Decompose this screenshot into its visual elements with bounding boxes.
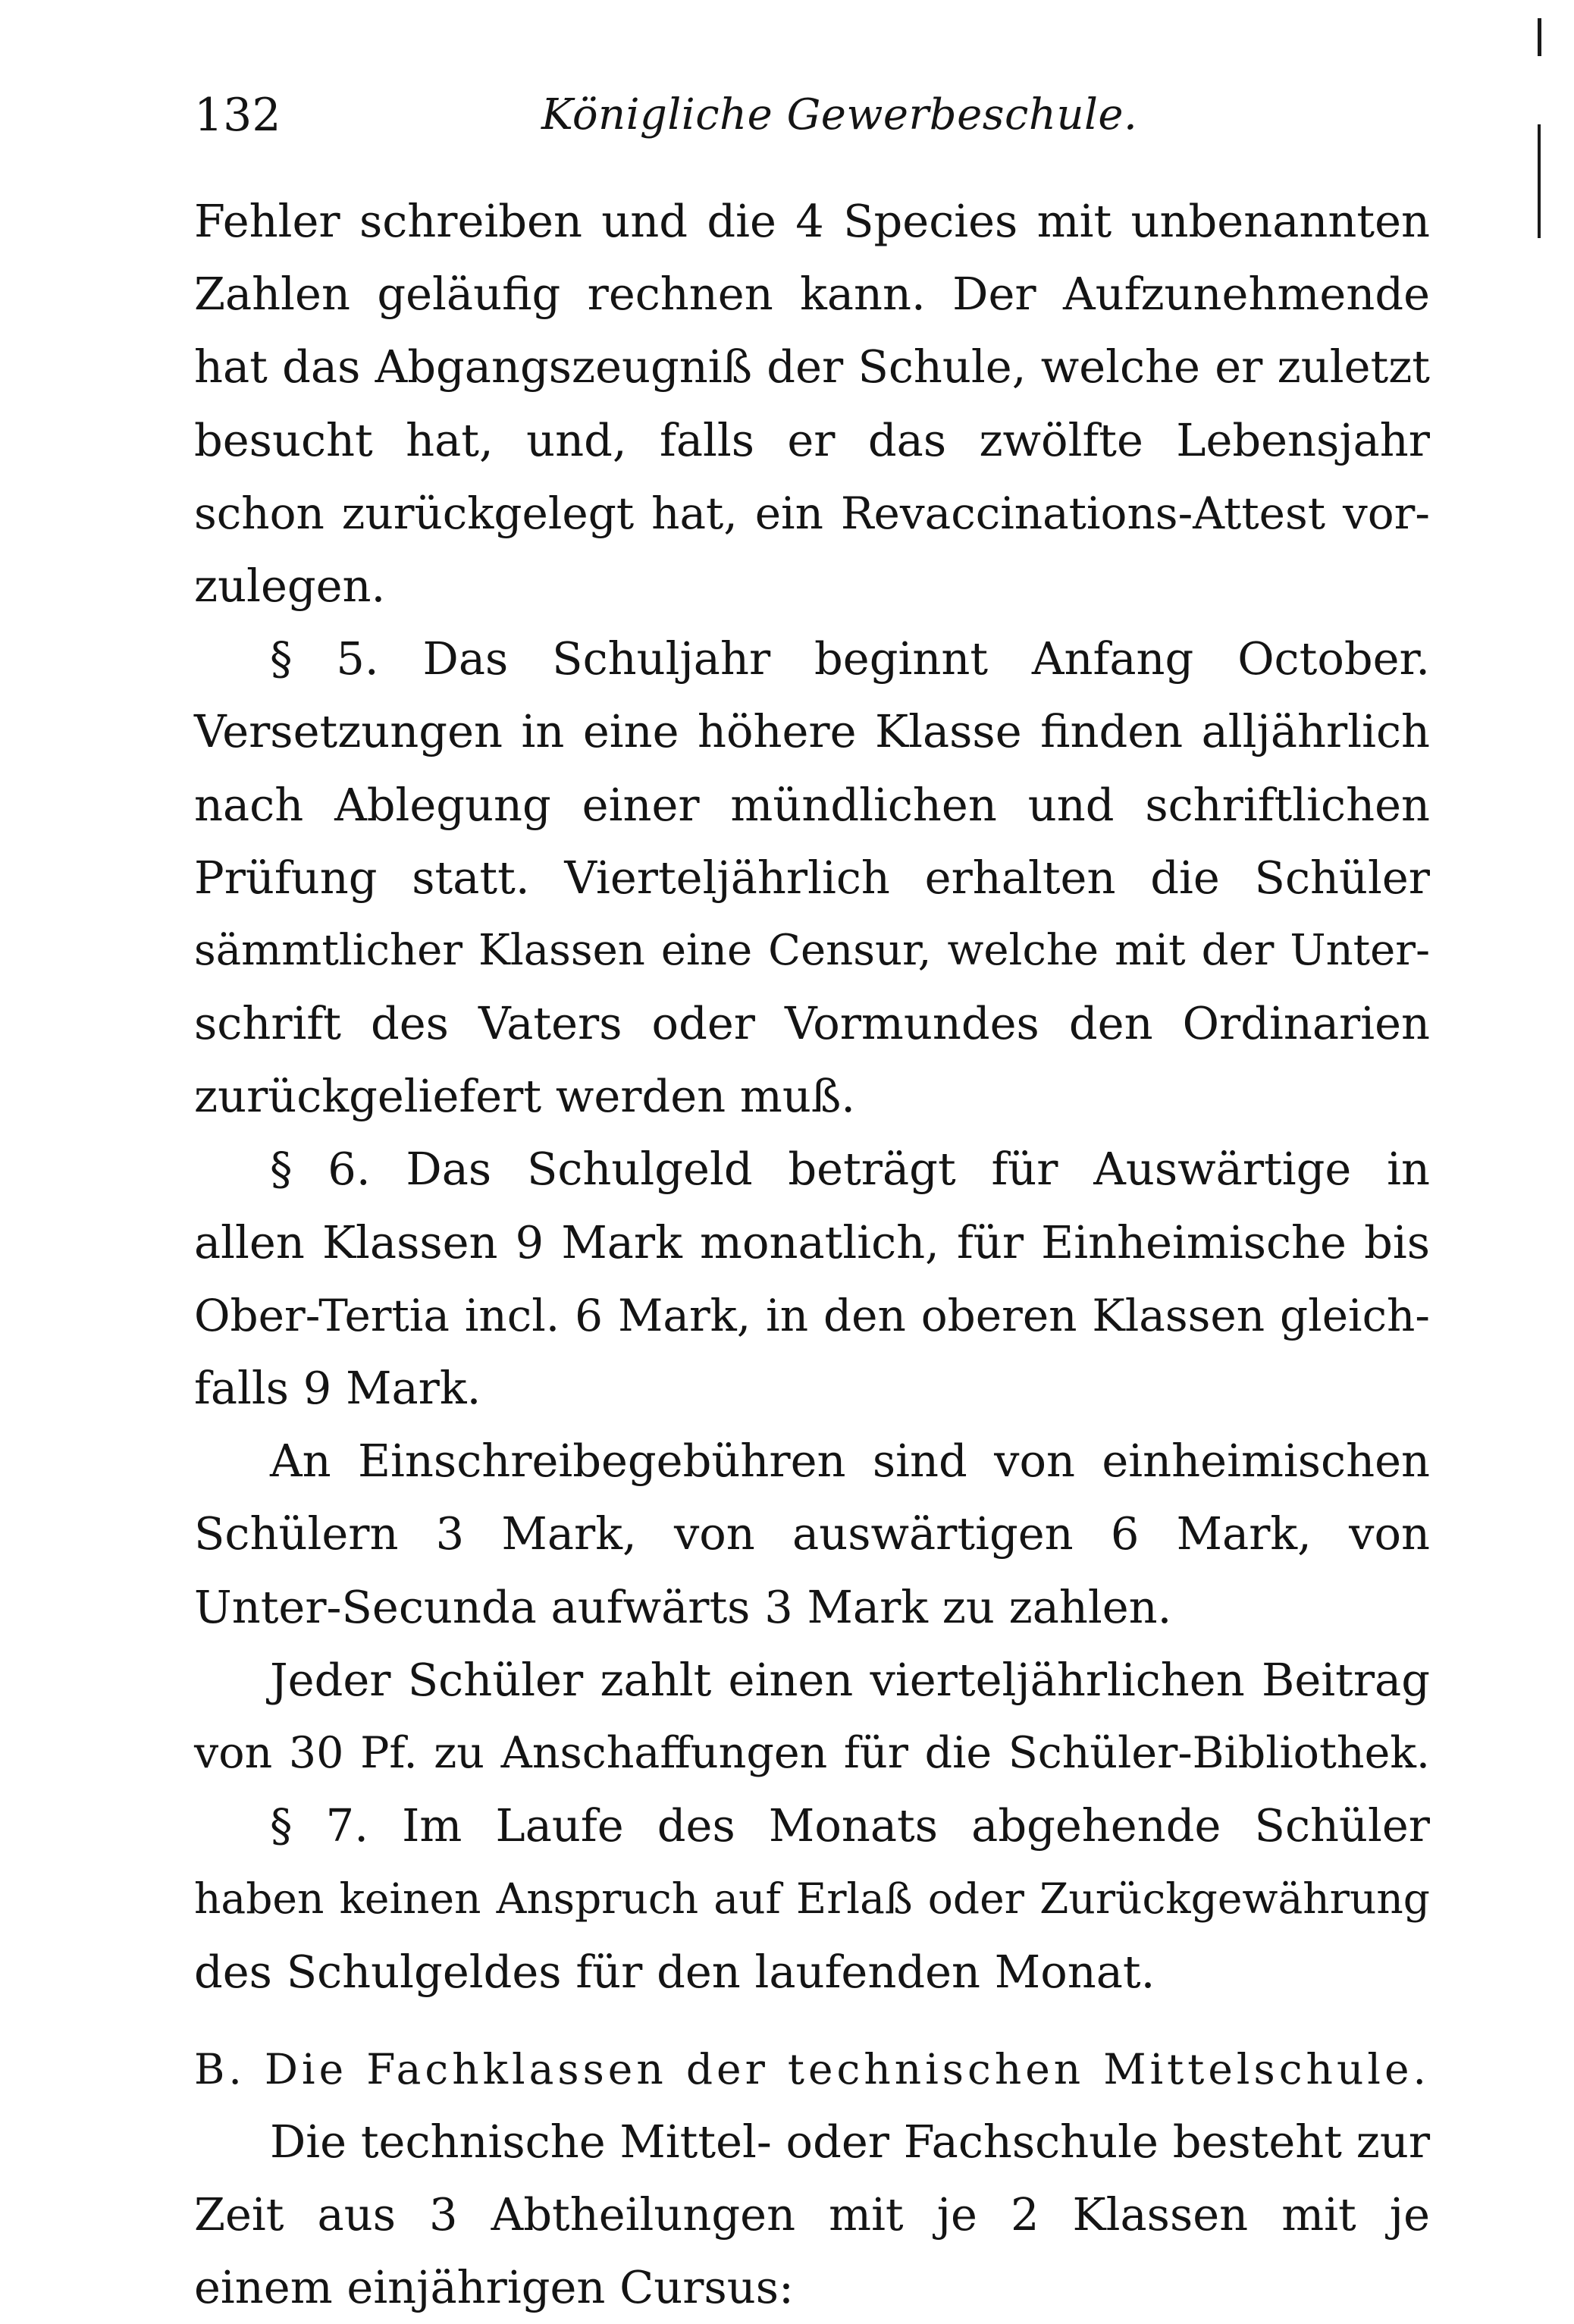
text-line: An Einschreibegebühren sind von einheimischen — [270, 1435, 1430, 1488]
text-line: Prüfung statt. Vierteljährlich erhalten die Schüler — [194, 851, 1430, 904]
text-line: zulegen. — [194, 559, 386, 612]
text-line: Fehler schreiben und die 4 Species mit unbenannten — [194, 195, 1430, 247]
scan-edge-mark — [1538, 18, 1541, 56]
text-line: Jeder Schüler zahlt einen vierteljährlichen Beitrag — [270, 1653, 1430, 1706]
text-line: hat das Abgangszeugniß der Schule, welche er zuletzt — [194, 340, 1430, 394]
text-line: allen Klassen 9 Mark monatlich, für Einheimische bis — [194, 1215, 1430, 1269]
running-head: Königliche Gewerbeschule. — [541, 90, 1138, 140]
text-line: Unter-Secunda aufwärts 3 Mark zu zahlen. — [194, 1580, 1172, 1633]
page-header — [194, 85, 1415, 146]
text-line: schon zurückgelegt hat, ein Revaccinations-Attest vor- — [194, 487, 1430, 539]
text-line: haben keinen Anspruch auf Erlaß oder Zurückgewährung — [194, 1874, 1430, 1924]
text-line: Schülern 3 Mark, von auswärtigen 6 Mark, von — [194, 1507, 1430, 1560]
body-text — [194, 185, 1430, 2324]
scan-edge-mark — [1538, 124, 1541, 238]
page-number: 132 — [194, 89, 281, 142]
text-line: nach Ablegung einer mündlichen und schriftlichen — [194, 778, 1430, 831]
text-line: einem einjährigen Cursus: — [194, 2261, 794, 2314]
section-5-first-line: § 5. Das Schuljahr beginnt Anfang October. — [270, 632, 1430, 685]
text-line: besucht hat, und, falls er das zwölfte Lebensjahr — [194, 413, 1430, 466]
section-heading-b: B. Die Fachklassen der technischen Mittelschule. — [194, 2044, 1430, 2093]
section-7-first-line: § 7. Im Laufe des Monats abgehende Schüler — [270, 1799, 1430, 1852]
text-line: falls 9 Mark. — [194, 1362, 481, 1414]
text-line: des Schulgeldes für den laufenden Monat. — [194, 1945, 1155, 1998]
text-line: Versetzungen in eine höhere Klasse finden alljährlich — [194, 705, 1430, 758]
text-line: schrift des Vaters oder Vormundes den Ordinarien — [194, 997, 1430, 1050]
section-6-first-line: § 6. Das Schulgeld beträgt für Auswärtige in — [270, 1143, 1430, 1196]
text-line: von 30 Pf. zu Anschaffungen für die Schüler-Bibliothek. — [194, 1727, 1430, 1778]
text-line: Die technische Mittel- oder Fachschule besteht zur — [270, 2115, 1431, 2168]
text-line: Ober-Tertia incl. 6 Mark, in den oberen Klassen gleich- — [194, 1289, 1430, 1341]
text-line: Zahlen geläufig rechnen kann. Der Aufzunehmende — [194, 268, 1430, 321]
text-line: sämmtlicher Klassen eine Censur, welche mit der Unter- — [194, 925, 1430, 975]
text-line: Zeit aus 3 Abtheilungen mit je 2 Klassen mit je — [194, 2188, 1430, 2241]
text-line: zurückgeliefert werden muß. — [194, 1070, 856, 1123]
